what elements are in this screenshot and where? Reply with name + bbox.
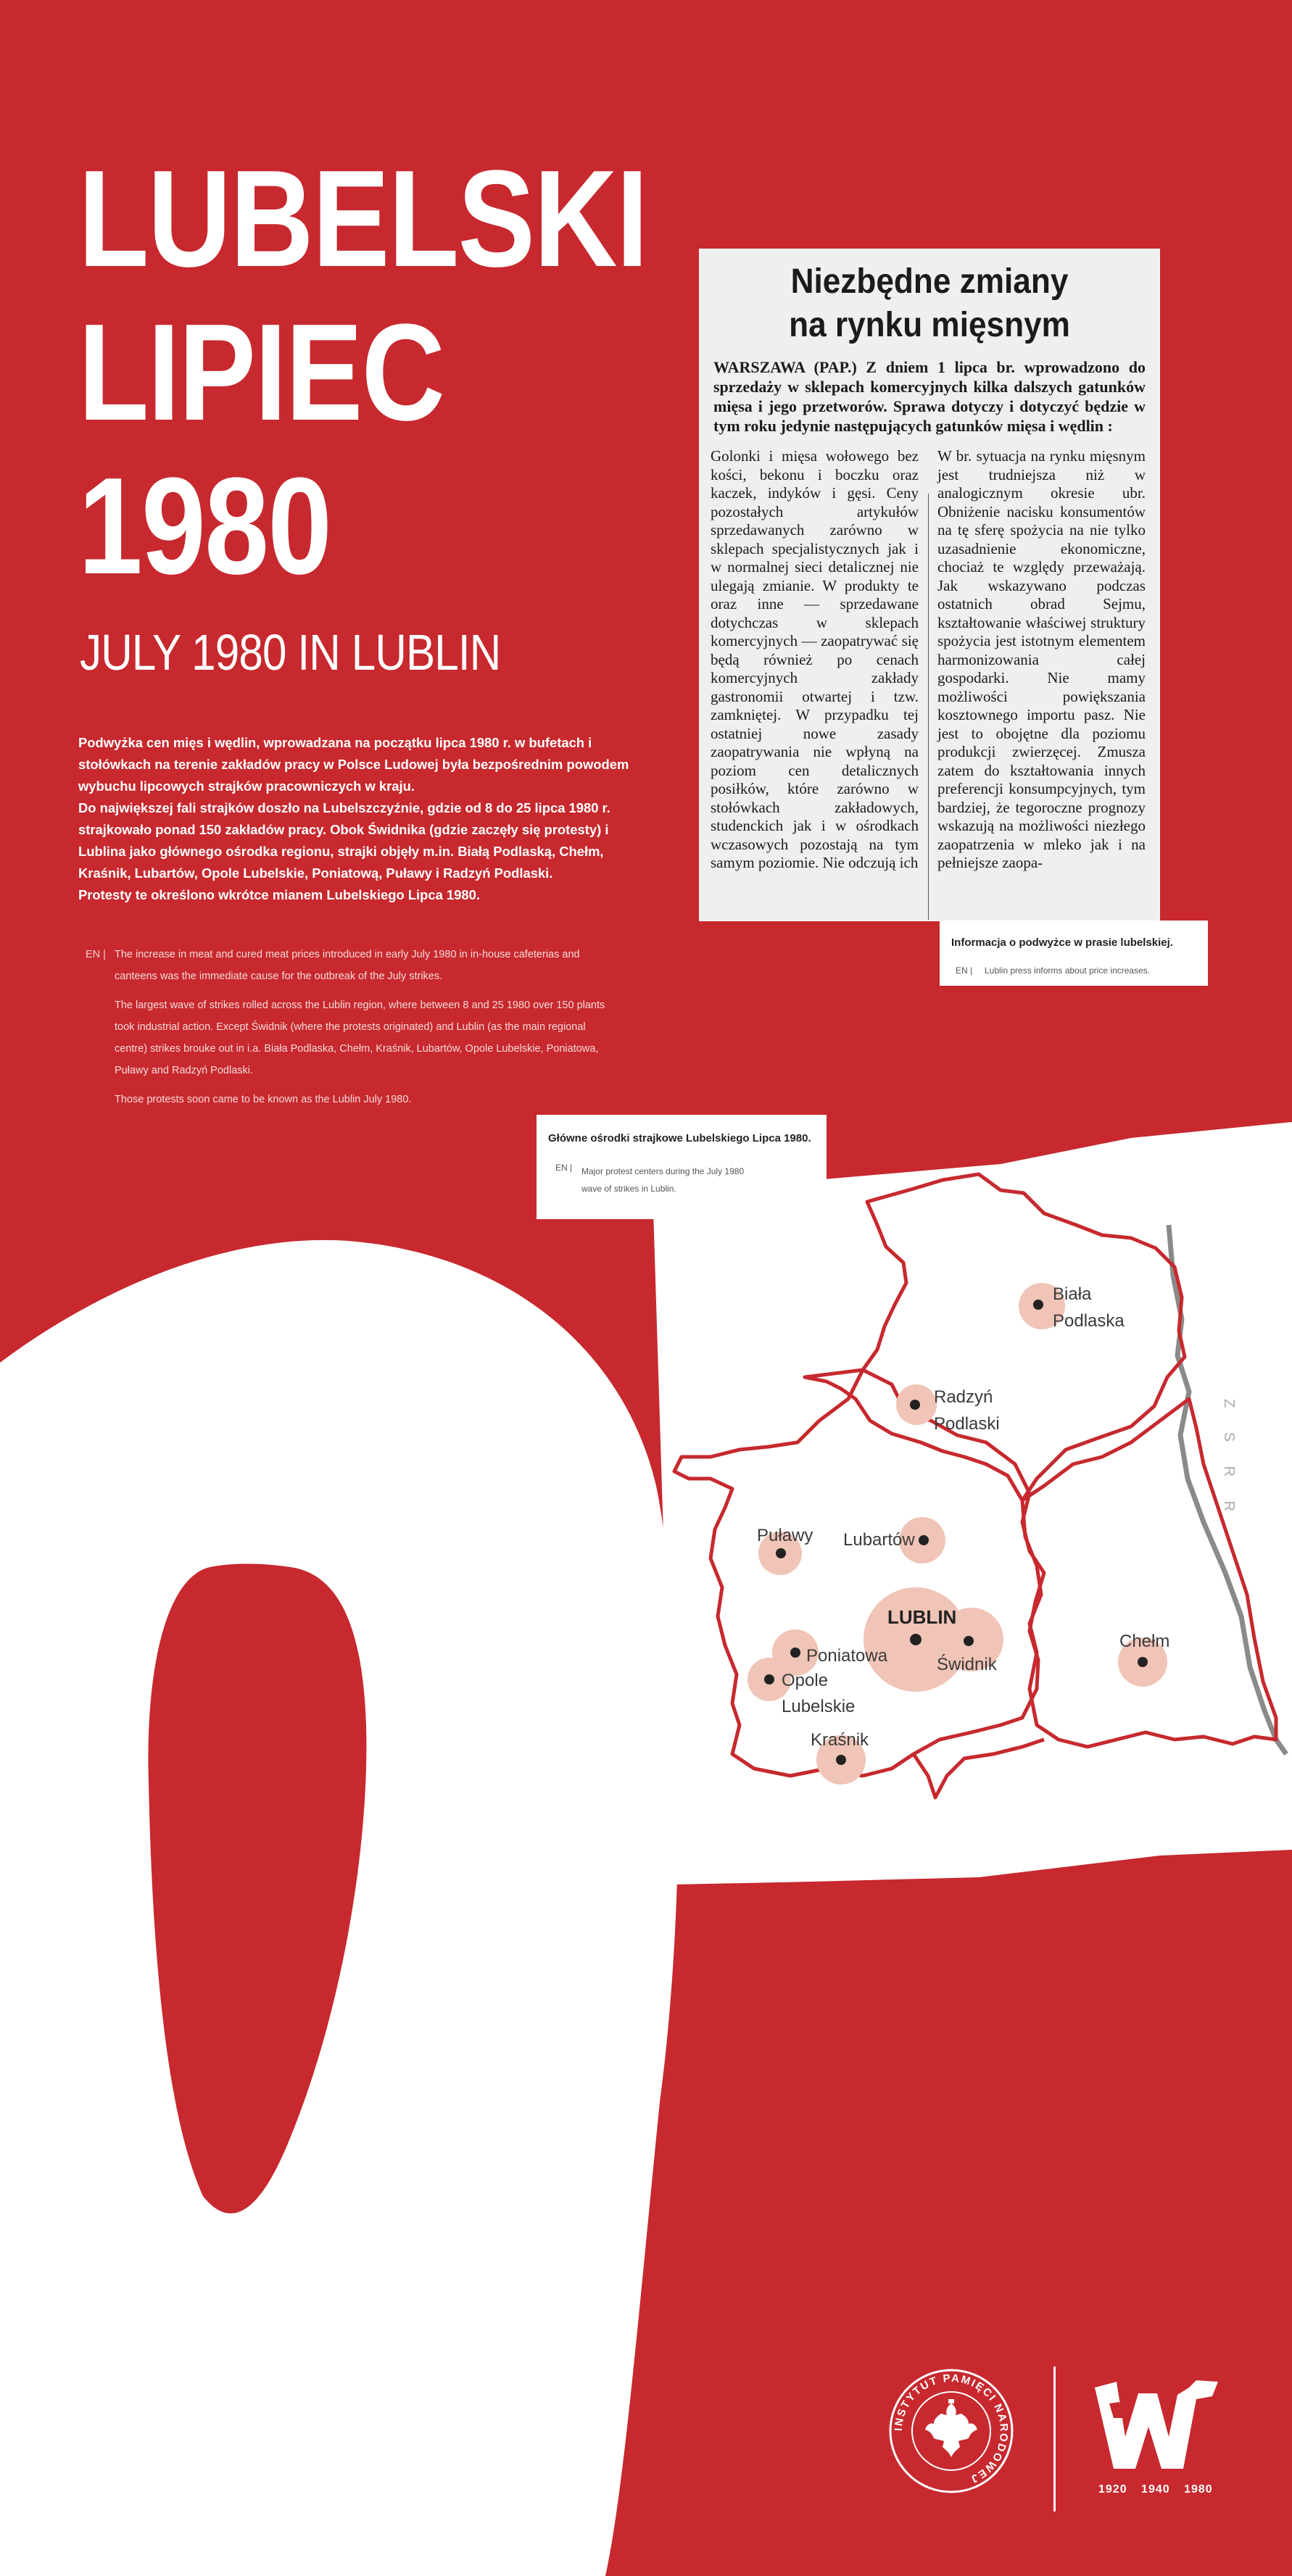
clipping-caption-title: Informacja o podwyżce w prasie lubelskiej. [951,936,1173,949]
dot-swidnik [964,1636,974,1646]
clipping-headline-line-1: Niezbędne zmiany [790,262,1069,301]
eagle-crown [948,2399,954,2403]
clipping-column-right: W br. sytuacja na rynku mięsnym jest trudniejsza niż w analogicznym okresie ubr. Obniżenie nacisku konsumentów na tę sferę spożycia na nie tylko uzasadnienie ekonomiczne, chociaż te względy przeważają. Jak wskazywano podczas ostatnich obrad Sejmu, kształtowanie właściwej struktury spożycia jest istotnym elementem harmonizowania całej gospodarki. Nie mamy możliwości powiększania kosztownego importu pasz. Nie jest to obojętne dla poziomu produkcji zwierzęcej. Zmusza zatem do kształtowania innych preferencji konsumpcyjnych, tym bardziej, że tegoroczne prognozy wskazują na możliwości niezłego zaopatrzenia w mleko jak i na pełniejsze zaopa- [937,447,1146,871]
pl-paragraph: Do największej fali strajków doszło na Lubelszczyźnie, gdzie od 8 do 25 lipca 1980 r. strajkowało ponad 150 zakładów pracy. Obok Świdnika (gdzie zaczęły się protesty) i Lublina jako głównego ośrodka regionu, strajki objęły m.in. Białą Podlaską, Chełm, Kraśnik, Lubartów, Opole Lubelskie, Poniatową, Puławy i Radzyń Podlaski. [78,800,610,881]
en-paragraph: The increase in meat and cured meat prices introduced in early July 1980 in in-house cafeterias and canteens was the immediate cause for the outbreak of the July strikes. [115,949,580,982]
en-language-tag: EN | [86,949,106,960]
border-label: Z S R R [1221,1399,1237,1522]
title-line-3: 1980 [78,449,331,603]
dot-pulawy [776,1548,786,1558]
map-caption [537,1115,827,1219]
label-krasnik: Kraśnik [811,1730,869,1750]
label-radzyn-1: Radzyń [934,1387,993,1407]
dot-krasnik [836,1755,846,1765]
ipn-ring-text: INSTYTUT PAMIĘCI NARODOWEJ [892,2372,1011,2486]
clipping-caption-text: Lublin press informs about price increases. [985,965,1151,976]
city-labels [757,1284,1169,1750]
label-lublin: LUBLIN [887,1606,957,1628]
label-radzyn-2: Podlaski [934,1414,1000,1434]
label-poniatowa: Poniatowa [806,1646,888,1666]
dot-biala-podlaska [1033,1300,1043,1310]
en-paragraph: The largest wave of strikes rolled across the Lublin region, where between 8 and 25 1980 over 150 plants took industrial action. Except Świdnik (where the protests originated) and Lublin (as the main regional centre) strikes brouke out in i.a. Biała Podlaska, Chełm, Kraśnik, Lubartów, Opole Lubelskie, Poniatowa, Puławy and Radzyń Podlaski. [115,1000,605,1076]
label-swidnik: Świdnik [937,1655,997,1674]
dot-radzyn-podlaski [910,1400,920,1410]
map-caption-text: Major protest centers during the July 1980 wave of strikes in Lublin. [581,1166,745,1194]
voivodeship-borders [674,1174,1276,1798]
map-caption-tag: EN | [555,1163,573,1173]
dot-lublin [910,1634,922,1645]
label-biala-2: Podlaska [1053,1311,1125,1331]
logo-divider [1053,2367,1056,2511]
anniversary-years [1098,2483,1223,2496]
title-line-2: LIPIEC [78,296,444,449]
page-subtitle: JULY 1980 IN LUBLIN [80,624,501,681]
year-1940: 1940 [1141,2483,1170,2496]
clipping-lead: WARSZAWA (PAP.) Z dniem 1 lipca br. wprowadzono do sprzedaży w sklepach komercyjnych kilka dalszych gatunków mięsa i jego przetworów. Sprawa dotyczy i dotyczyć będzie w tym roku jedynie następujących gatunków mięsa i wędlin : [713,358,1146,435]
label-chelm: Chełm [1119,1632,1170,1651]
eagle-icon [925,2399,977,2457]
label-biala-1: Biała [1053,1284,1092,1304]
city-dots [764,1300,1148,1765]
label-pulawy: Puławy [757,1526,813,1545]
label-opole-1: Opole [782,1671,829,1690]
dot-poniatowa [790,1648,800,1658]
label-lubartow: Lubartów [843,1530,915,1550]
en-paragraph: Those protests soon came to be known as the Lublin July 1980. [115,1094,412,1105]
ipn-logo [886,2366,1016,2496]
dot-opole-lubelskie [764,1674,774,1684]
w-letter-icon [1095,2380,1218,2469]
label-opole-2: Lubelskie [782,1697,856,1716]
pl-paragraph: Podwyżka cen mięs i wędlin, wprowadzana na początku lipca 1980 r. w bufetach i stołówkach na terenie zakładów pracy w Polsce Ludowej była bezpośrednim powodem wybuchu lipcowych strajków pracowniczych w kraju. [78,735,629,794]
map-caption-title: Główne ośrodki strajkowe Lubelskiego Lipca 1980. [548,1132,811,1144]
pl-paragraph: Protesty te określono wkrótce mianem Lubelskiego Lipca 1980. [78,887,480,902]
dot-chelm [1138,1657,1148,1667]
w-anniversary-logo [1088,2367,1233,2476]
clipping-headline-line-2: na rynku mięsnym [789,306,1070,344]
title-line-1: LUBELSKI [78,142,647,296]
dot-lubartow [919,1535,929,1545]
year-1920: 1920 [1098,2483,1127,2496]
clipping-column-left: Golonki i mięsa wołowego bez kości, bekonu i boczku oraz kaczek, indyków i gęsi. Ceny pozostałych artykułów sprzedawanych zarówno w sklepach specjalistycznych jak i w normalnej sieci detalicznej nie ulegają zmianie. W produkty te oraz inne — sprzedawane dotychczas w sklepach komercyjnych — zaopatrywać się będą również po cenach komercyjnych zakłady gastronomii otwartej i tzw. zamkniętej. W przypadku tej ostatniej nowe zasady zaopatrywania nie wpłyną na poziom cen detalicznych posiłków, które zarówno w stołówkach zakładowych, studenckich jak i w ośrodkach wczasowych pozostają na tym samym poziomie. Nie odczują ich [711,447,919,871]
clipping-caption-tag: EN | [956,965,973,976]
year-1980: 1980 [1184,2483,1213,2496]
